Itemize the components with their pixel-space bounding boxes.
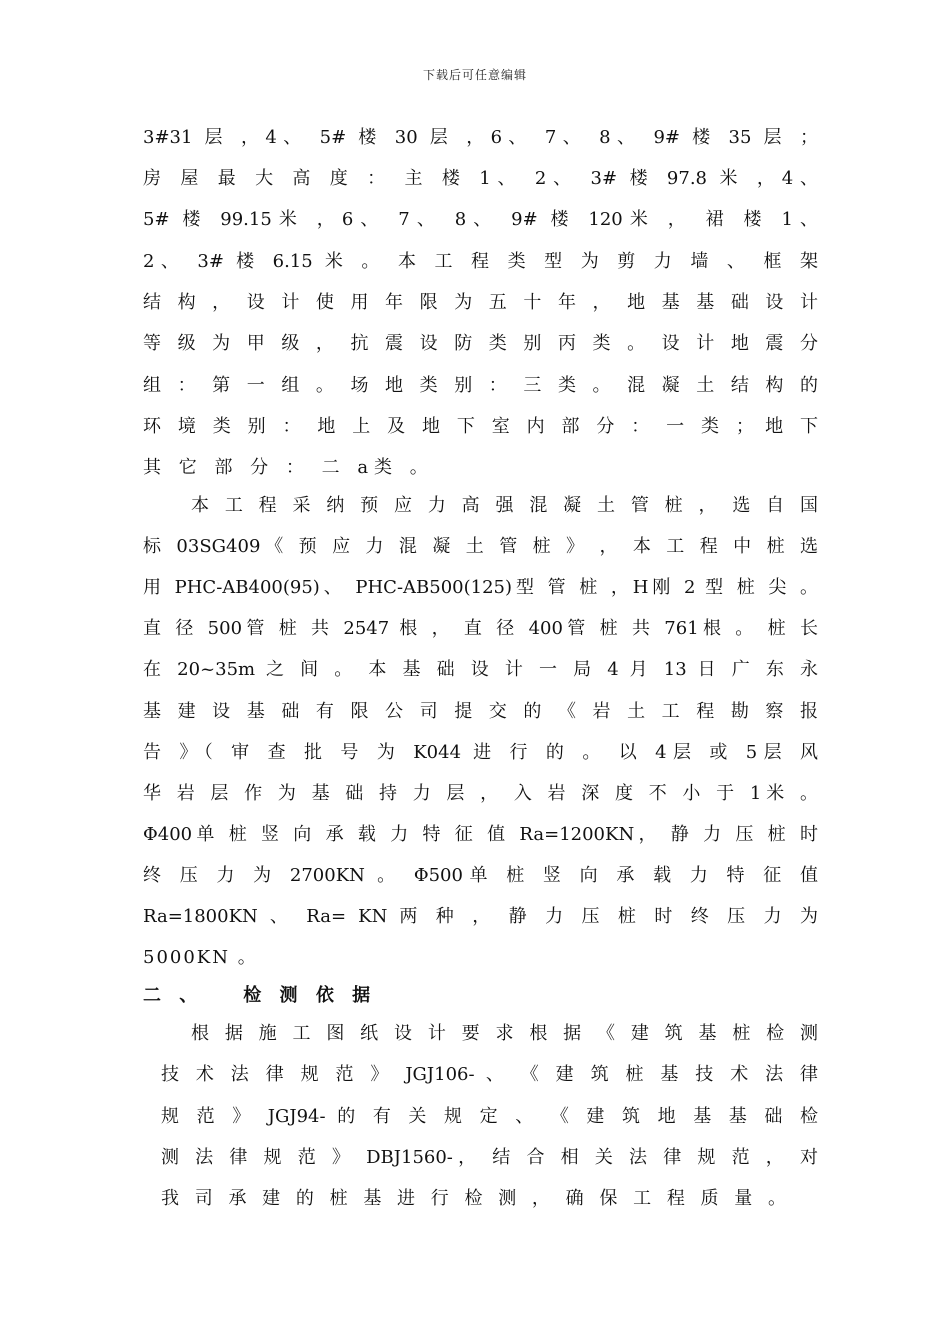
paragraph-line: 基 建 设 基 础 有 限 公 司 提 交 的 《 岩 土 工 程 勘 察 报: [143, 701, 818, 722]
paragraph-line: 房 屋 最 大 高 度 ： 主 楼 1、 2、 3# 楼 97.8 米 ，4、: [143, 168, 818, 189]
paragraph-line: Ra=1800KN 、 Ra= KN 两 种 ， 静 力 压 桩 时 终 压 力 为: [143, 906, 818, 927]
paragraph-line: 组 ： 第 一 组 。 场 地 类 别 ： 三 类 。 混 凝 土 结 构 的: [143, 375, 818, 396]
paragraph-line: Φ400单 桩 竖 向 承 载 力 特 征 值 Ra=1200KN， 静 力 压 桩 时: [143, 824, 818, 845]
paragraph-line: 在 20~35m 之 间 。 本 基 础 设 计 一 局 4 月 13 日 广 东 永: [143, 659, 818, 680]
paragraph-line: 等 级 为 甲 级 ， 抗 震 设 防 类 别 丙 类 。 设 计 地 震 分: [143, 333, 818, 354]
paragraph-line: 用 PHC-AB400(95)、 PHC-AB500(125)型 管 桩 ，H刚 2 型 桩 尖 。: [143, 577, 818, 598]
paragraph-line: 标 03SG409《 预 应 力 混 凝 土 管 桩 》 ， 本 工 程 中 桩 选: [143, 536, 818, 557]
paragraph-line: 结 构 ， 设 计 使 用 年 限 为 五 十 年 ， 地 基 基 础 设 计: [143, 292, 818, 313]
paragraph-line: 5000KN 。: [143, 947, 258, 968]
paragraph-line: 根 据 施 工 图 纸 设 计 要 求 根 据 《 建 筑 基 桩 检 测: [191, 1023, 818, 1044]
paragraph-line: 测 法 律 规 范 》 DBJ1560-， 结 合 相 关 法 律 规 范 ， 对: [161, 1147, 818, 1168]
paragraph-line: 环 境 类 别 ： 地 上 及 地 下 室 内 部 分 ： 一 类 ； 地 下: [143, 416, 818, 437]
section-title: 检 测 依 据: [243, 985, 377, 1006]
paragraph-line: 直 径 500管 桩 共 2547 根 ， 直 径 400管 桩 共 761根 。 桩 长: [143, 618, 818, 639]
paragraph-line: 5# 楼 99.15米 ，6、 7、 8、 9# 楼 120米 ， 裙 楼 1、: [143, 209, 818, 230]
paragraph-line: 华 岩 层 作 为 基 础 持 力 层 ， 入 岩 深 度 不 小 于 1米 。: [143, 783, 818, 804]
paragraph-line: 规 范 》 JGJ94- 的 有 关 规 定 、 《 建 筑 地 基 基 础 检: [161, 1106, 818, 1127]
paragraph-line: 本 工 程 采 纳 预 应 力 高 强 混 凝 土 管 桩 ， 选 自 国: [191, 495, 818, 516]
paragraph-line: 技 术 法 律 规 范 》 JGJ106- 、 《 建 筑 桩 基 技 术 法 律: [161, 1064, 819, 1085]
paragraph-line: 告 》（ 审 查 批 号 为 K044 进 行 的 。 以 4层 或 5层 风: [143, 742, 818, 763]
paragraph-line: 终 压 力 为 2700KN 。 Φ500单 桩 竖 向 承 载 力 特 征 值: [143, 865, 818, 886]
page-header: 下载后可任意编辑: [422, 68, 527, 82]
section-number: 二 、: [143, 985, 204, 1006]
paragraph-line: 其 它 部 分 ： 二 a类 。: [143, 457, 434, 478]
section-heading: [143, 984, 376, 1008]
paragraph-line: 3#31 层 ，4、 5# 楼 30 层 ，6、 7、 8、 9# 楼 35 层 ；: [143, 127, 818, 148]
paragraph-line: 我 司 承 建 的 桩 基 进 行 检 测 ， 确 保 工 程 质 量 。: [161, 1188, 791, 1209]
paragraph-line: 2、 3# 楼 6.15 米 。 本 工 程 类 型 为 剪 力 墙 、 框 架: [143, 251, 818, 272]
